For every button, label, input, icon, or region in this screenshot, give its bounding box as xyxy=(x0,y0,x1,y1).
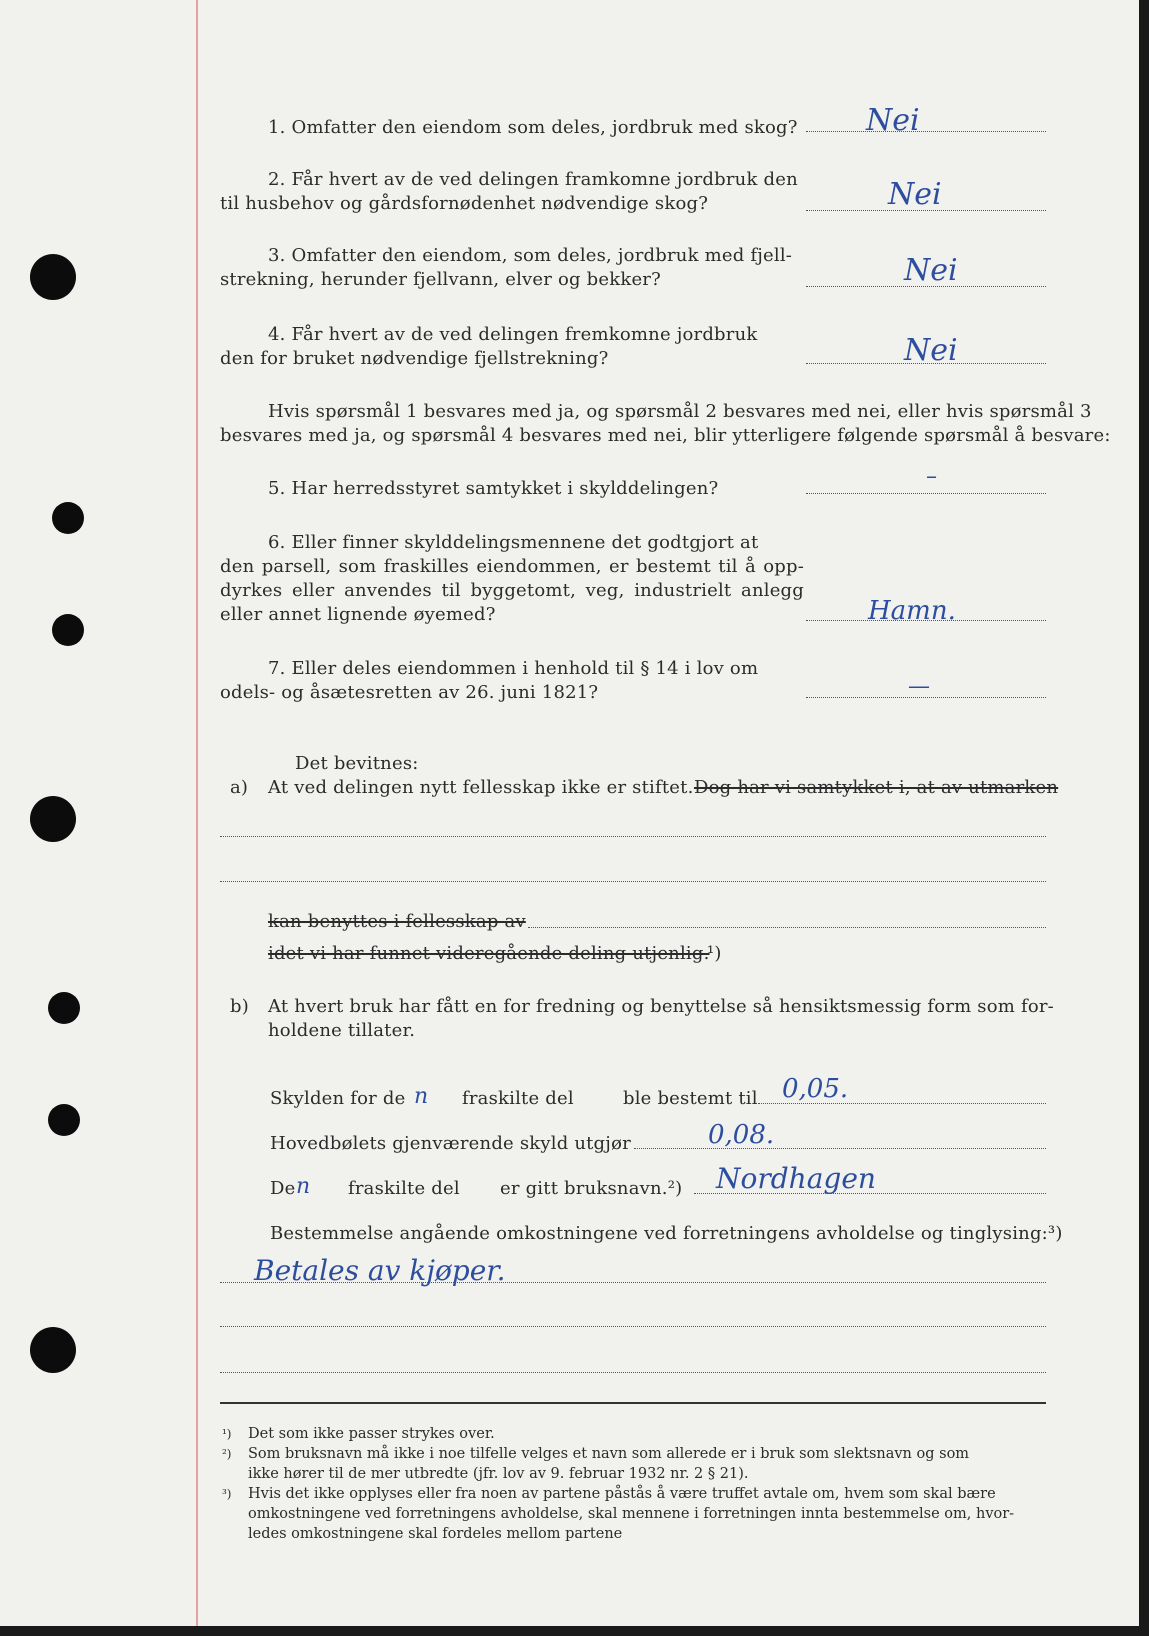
question-3-line-2: strekning, herunder fjellvann, elver og bekker? xyxy=(220,269,661,290)
punch-hole xyxy=(30,1327,76,1373)
question-5: 5. Har herredsstyret samtykket i skylddelingen? xyxy=(268,478,719,499)
certify-b-line-2: holdene tillater. xyxy=(268,1020,416,1041)
certify-b-line-1: At hvert bruk har fått en for fredning og benyttelse så hensiktsmessig form som for- xyxy=(268,996,1054,1017)
punch-hole xyxy=(52,502,84,534)
answer-5: – xyxy=(926,464,937,489)
skyld-line-1-hand-n: n xyxy=(414,1084,429,1109)
condition-line-2: besvares med ja, og spørsmål 4 besvares med nei, blir ytterligere følgende spørsmål å besvare: xyxy=(220,425,1111,446)
skyld-value-2: 0,08. xyxy=(708,1120,775,1150)
punch-hole xyxy=(30,254,76,300)
question-6-line-3: dyrkes eller anvendes til byggetomt, veg, industrielt anlegg xyxy=(220,580,804,601)
answer-7: — xyxy=(908,674,930,699)
punch-hole xyxy=(48,1104,80,1136)
cost-line-3 xyxy=(220,1372,1046,1373)
skyld-line-1-post: ble bestemt til xyxy=(623,1088,758,1109)
cost-value: Betales av kjøper. xyxy=(254,1254,506,1287)
footnote-2-marker: ²) xyxy=(222,1447,232,1461)
question-3-line-1: 3. Omfatter den eiendom, som deles, jordbruk med fjell- xyxy=(268,245,793,266)
certify-a-struck: Dog har vi samtykket i, at av utmarken xyxy=(694,777,1059,798)
skyld-line-3-post: er gitt bruksnavn.²) xyxy=(500,1178,683,1199)
skyld-line-1-pre: Skylden for de xyxy=(270,1088,406,1109)
answer-2: Nei xyxy=(888,177,942,212)
punch-hole xyxy=(52,614,84,646)
punch-hole xyxy=(48,992,80,1024)
skyld-line-3-mid: fraskilte del xyxy=(348,1178,460,1199)
certify-heading: Det bevitnes: xyxy=(295,753,419,774)
skyld-value-line-2 xyxy=(634,1148,1046,1149)
answer-line-1 xyxy=(806,131,1046,132)
answer-4: Nei xyxy=(904,333,958,368)
footnote-3-line-1: Hvis det ikke opplyses eller fra noen av partene påstås å være truffet avtale om, hvem som skal bære xyxy=(248,1486,996,1502)
answer-1: Nei xyxy=(866,103,920,138)
question-4-line-1: 4. Får hvert av de ved delingen fremkomne jordbruk xyxy=(268,324,758,345)
question-1: 1. Omfatter den eiendom som deles, jordbruk med skog? xyxy=(268,117,798,138)
skyld-line-2-label: Hovedbølets gjenværende skyld utgjør xyxy=(270,1133,631,1154)
question-4-line-2: den for bruket nødvendige fjellstrekning? xyxy=(220,348,609,369)
skyld-value-3: Nordhagen xyxy=(716,1162,876,1195)
struck-line-3-note: ¹) xyxy=(707,943,722,964)
question-2-line-2: til husbehov og gårdsfornødenhet nødvendige skog? xyxy=(220,193,709,214)
question-7-line-2: odels- og åsætesretten av 26. juni 1821? xyxy=(220,682,599,703)
footnote-2-line-1: Som bruksnavn må ikke i noe tilfelle velges et navn som allerede er i bruk som slektsnavn og som xyxy=(248,1446,970,1462)
footnote-rule xyxy=(220,1402,1046,1404)
skyld-line-3-hand-n: n xyxy=(296,1174,311,1199)
punch-hole xyxy=(30,796,76,842)
footnote-1: Det som ikke passer strykes over. xyxy=(248,1426,495,1442)
question-2-line-1: 2. Får hvert av de ved delingen framkomne jordbruk den xyxy=(268,169,798,190)
cost-line-1 xyxy=(220,1282,1046,1283)
footnote-1-marker: ¹) xyxy=(222,1427,232,1441)
cost-line-2 xyxy=(220,1326,1046,1327)
cost-label: Bestemmelse angående omkostningene ved forretningens avholdelse og tinglysing:³) xyxy=(270,1223,1063,1244)
struck-line-3: idet vi har funnet videregående deling utjenlig. xyxy=(268,943,710,964)
certify-a-text: At ved delingen nytt fellesskap ikke er stiftet. xyxy=(268,777,694,798)
skyld-line-3-pre: De xyxy=(270,1178,296,1199)
question-6-line-1: 6. Eller finner skylddelingsmennene det godtgjort at xyxy=(268,532,759,553)
question-7-line-1: 7. Eller deles eiendommen i henhold til § 14 i lov om xyxy=(268,658,759,679)
certify-a-label: a) xyxy=(230,777,249,798)
certify-b-label: b) xyxy=(230,996,249,1017)
blank-line-a2 xyxy=(220,881,1046,882)
question-6-line-4: eller annet lignende øyemed? xyxy=(220,604,496,625)
condition-line-1: Hvis spørsmål 1 besvares med ja, og spørsmål 2 besvares med nei, eller hvis spørsmål 3 xyxy=(268,401,1092,422)
skyld-value-1: 0,05. xyxy=(782,1074,849,1104)
question-6-line-2: den parsell, som fraskilles eiendommen, er bestemt til å opp- xyxy=(220,556,804,577)
footnote-2-line-2: ikke hører til de mer utbredte (jfr. lov av 9. februar 1932 nr. 2 § 21). xyxy=(248,1466,749,1482)
footnote-3-line-3: ledes omkostningene skal fordeles mellom partene xyxy=(248,1526,623,1542)
answer-3: Nei xyxy=(904,253,958,288)
answer-6: Hamn. xyxy=(868,596,956,626)
margin-line xyxy=(196,0,198,1626)
skyld-line-1-mid: fraskilte del xyxy=(462,1088,574,1109)
blank-line-a1 xyxy=(220,836,1046,837)
footnote-3-line-2: omkostningene ved forretningens avholdelse, skal mennene i forretningen innta bestemmelse om, hvor- xyxy=(248,1506,1015,1522)
footnote-3-marker: ³) xyxy=(222,1487,232,1501)
blank-line-a3 xyxy=(528,927,1046,928)
struck-line-2: kan benyttes i fellesskap av xyxy=(268,911,526,932)
